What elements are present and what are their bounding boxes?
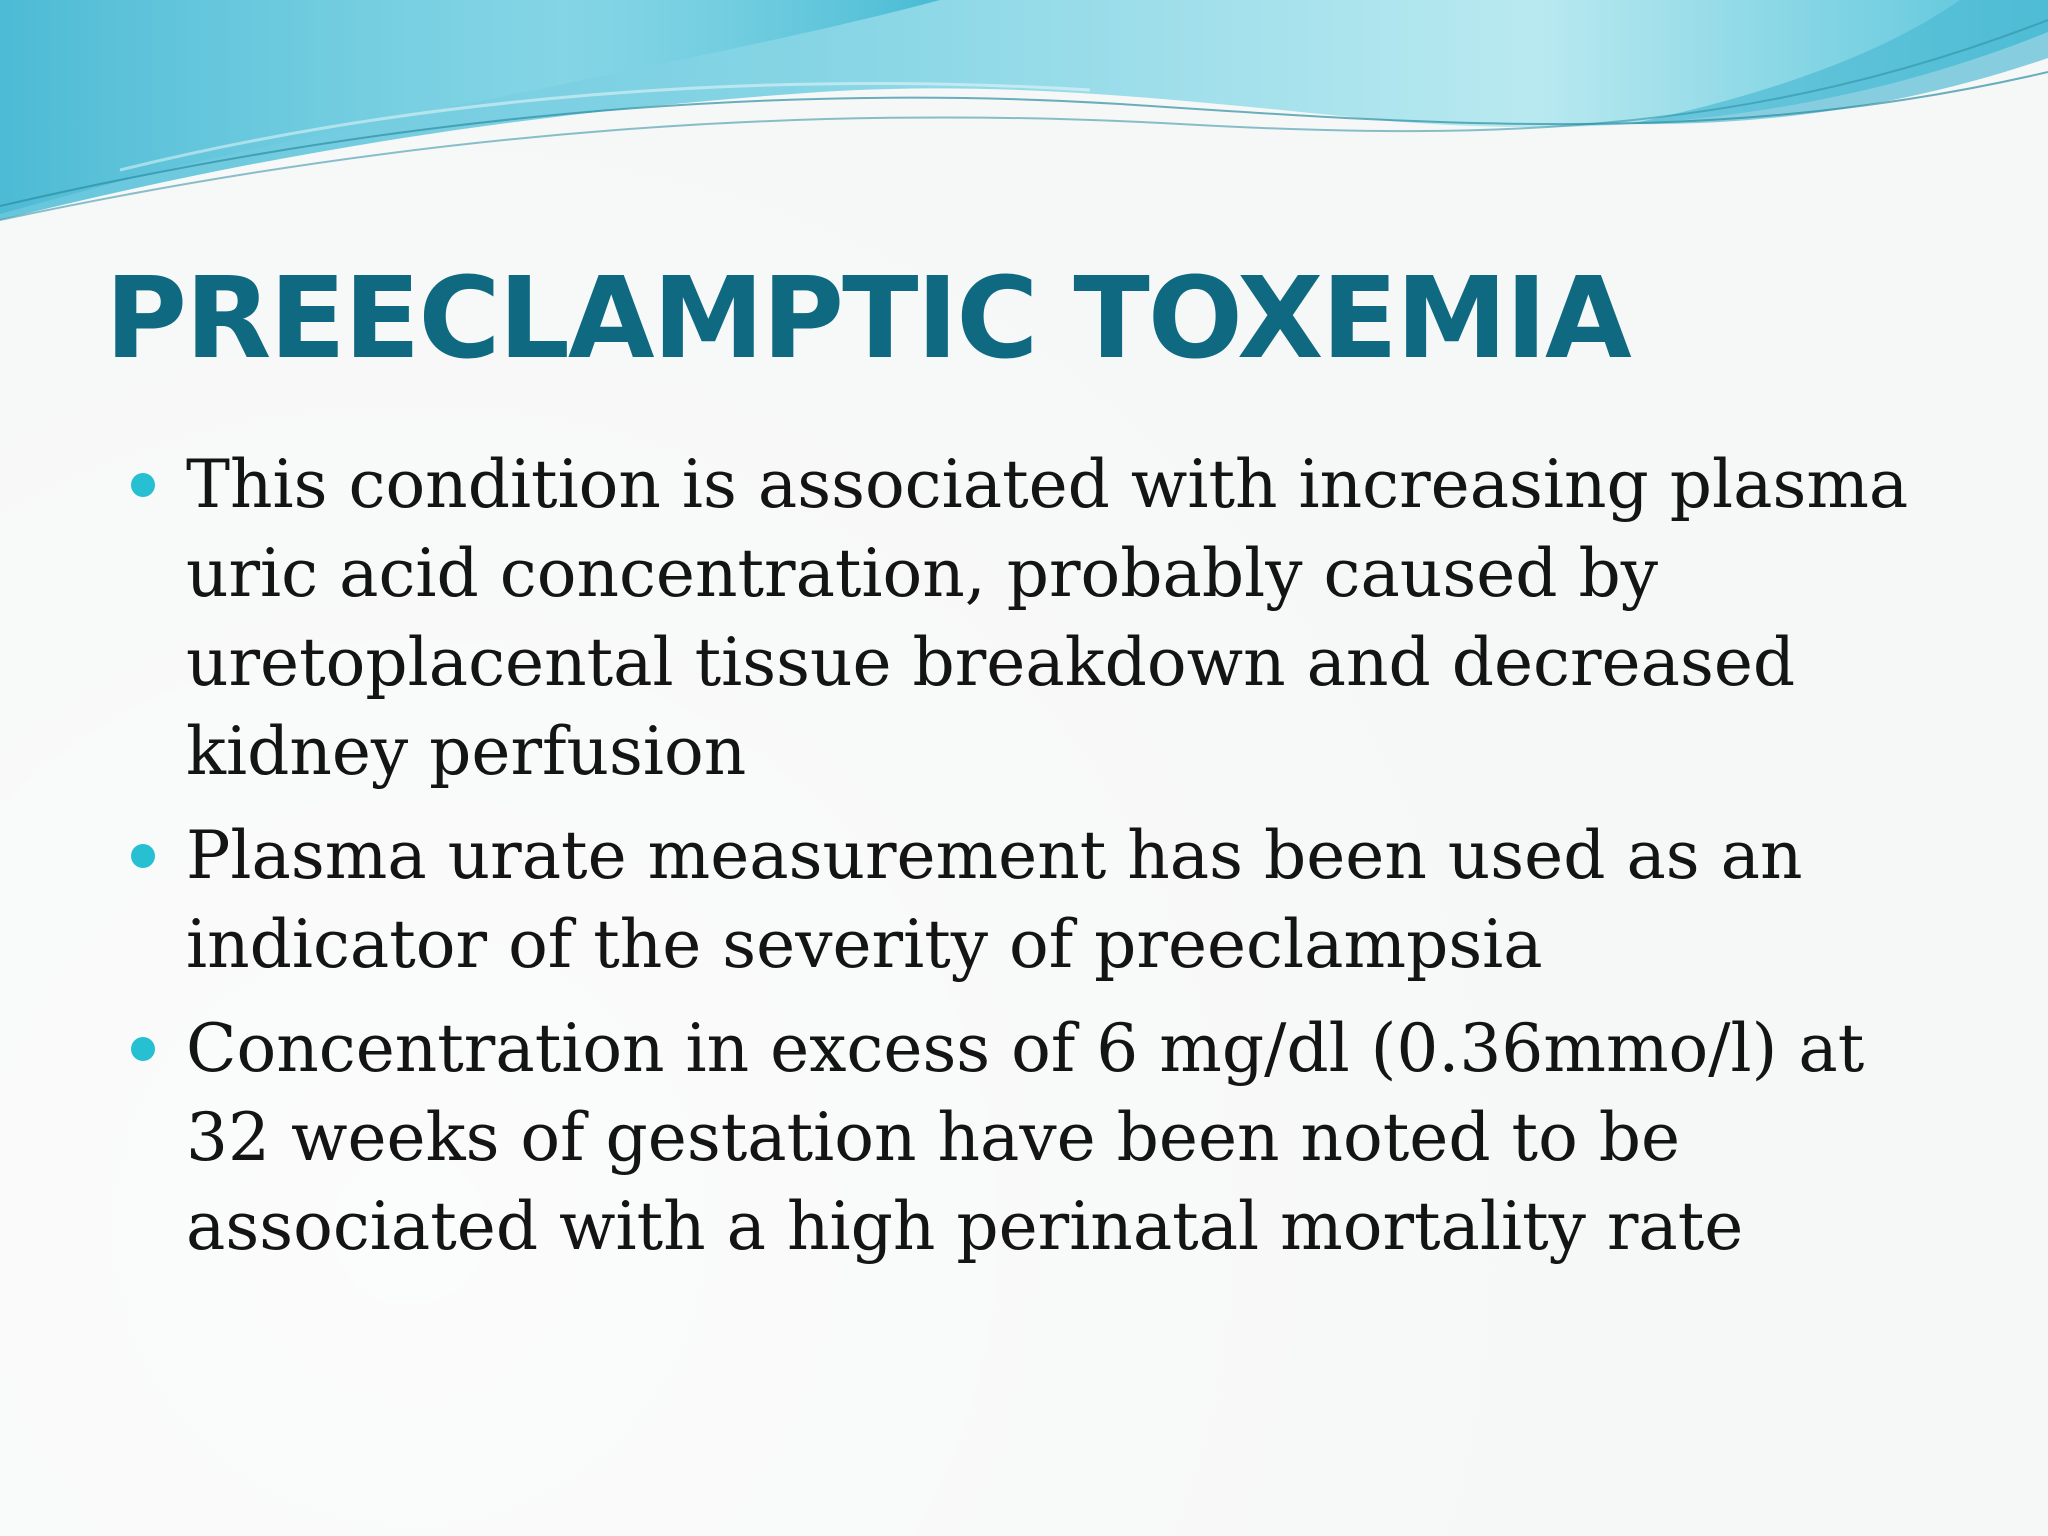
- bullet-item: [186, 1004, 1966, 1271]
- bullet-item: [186, 440, 1966, 796]
- bullet-text: Plasma urate measurement has been used as an indicator of the severity of preeclampsia: [186, 817, 1803, 983]
- bullet-icon: [131, 1037, 155, 1061]
- bullet-icon: [131, 473, 155, 497]
- slide-title: PREECLAMPTIC TOXEMIA: [105, 254, 1630, 384]
- bullet-item: [186, 811, 1966, 989]
- bullet-icon: [131, 844, 155, 868]
- bullet-list: [186, 440, 1966, 1286]
- bullet-text: This condition is associated with increasing plasma uric acid concentration, probably caused by uretoplacental tissue breakdown and decreased kidney perfusion: [186, 446, 1909, 790]
- decorative-wave-header: [0, 0, 2048, 240]
- bullet-text: Concentration in excess of 6 mg/dl (0.36mmo/l) at 32 weeks of gestation have been noted to be associated with a high perinatal mortality rate: [186, 1010, 1865, 1265]
